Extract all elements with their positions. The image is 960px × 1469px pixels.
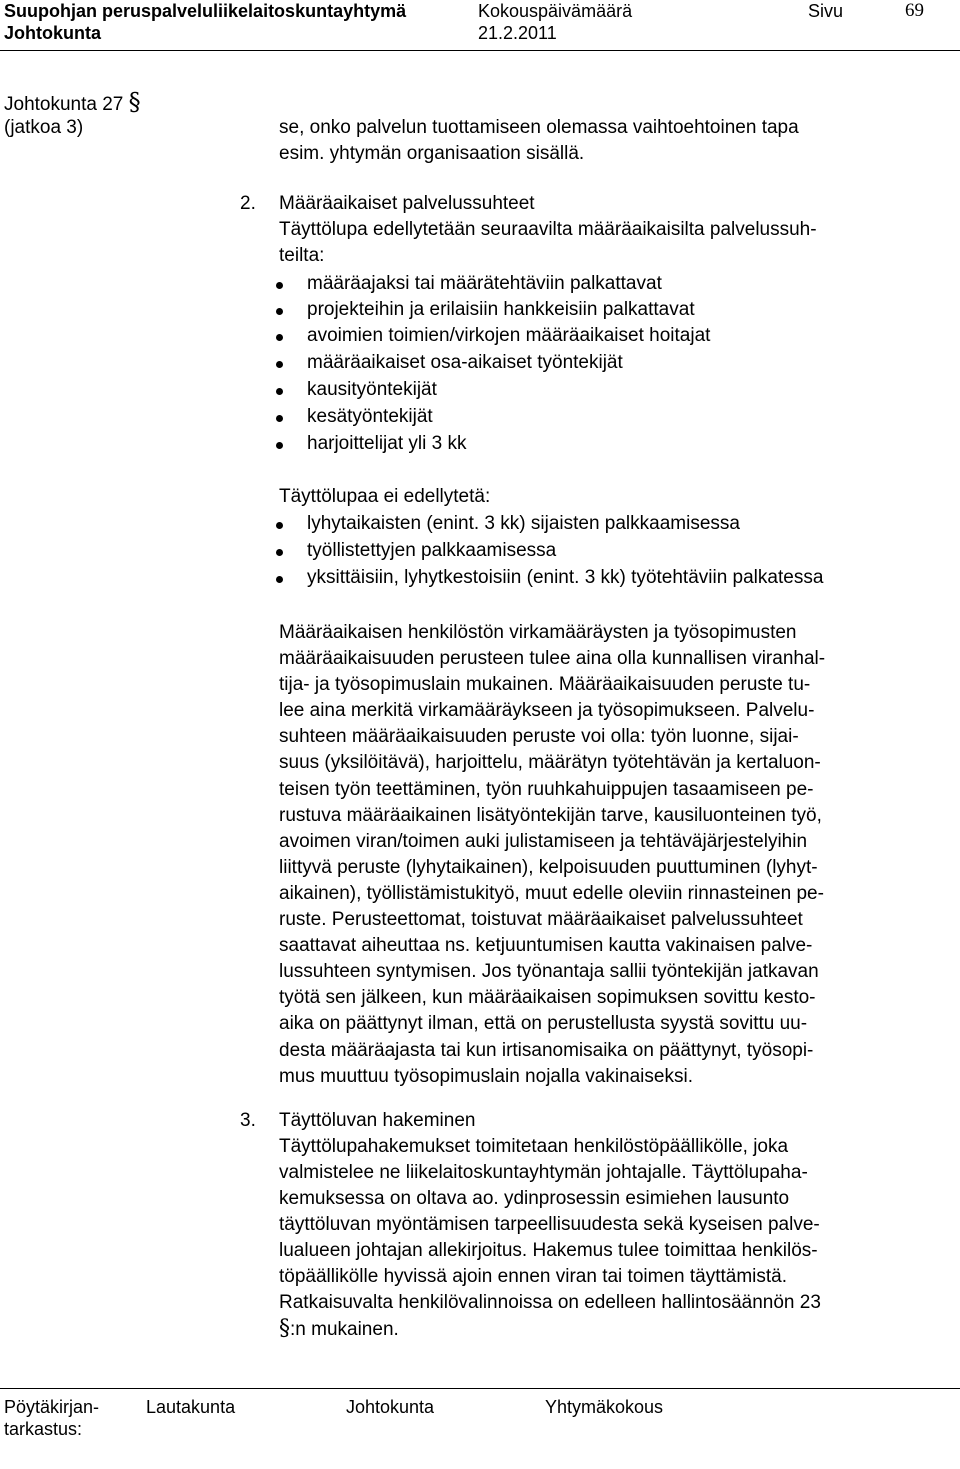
header-org: Suupohjan peruspalveluliikelaitoskuntayhtymä [4, 1, 407, 21]
item2-lead: Täyttölupa edellytetään seuraavilta määräaikaisilta palvelussuh- teilta: [279, 219, 817, 266]
section-sign: § [279, 1316, 290, 1341]
header-body: Johtokunta [4, 23, 101, 43]
section-heading-title: Johtokunta 27 [4, 94, 124, 115]
bullet-icon [276, 576, 283, 583]
item3-paragraph: Täyttölupahakemukset toimitetaan henkilöstöpäällikölle, joka valmistelee ne liikelaitoskuntayhtymän johtajalle. Täyttölupaha- kemuksessa on oltava ao. ydinprosessin esimiehen lausunto täyttöluvan myöntämisen tarpeellisuudesta sekä kyseisen palve- lualueen johtajan allekirjoitus. Hakemus tulee toimittaa henkilös- töpäällikölle hyvissä ajoin ennen viran tai toimen täyttämistä. Ratkaisuvalta henkilövalinnoissa on edelleen hallintosäännön 23 §:n mukainen. [279, 1136, 821, 1341]
bullet-icon [276, 415, 283, 422]
bullet-icon [276, 549, 283, 556]
bullet-icon [276, 442, 283, 449]
header-page-number: 69 [905, 0, 924, 21]
item2-title: Määräaikaiset palvelussuhteet [279, 193, 535, 214]
footer-rule [0, 1388, 960, 1389]
bullet-icon [276, 282, 283, 289]
bullet-icon [276, 308, 283, 315]
footer-executive: Johtokunta [346, 1397, 435, 1417]
section-heading [4, 89, 141, 118]
header-rule [0, 50, 960, 51]
header-page-label: Sivu [808, 1, 844, 21]
footer-check-label: Pöytäkirjan- tarkastus: [4, 1397, 100, 1439]
footer-board: Lautakunta [146, 1397, 236, 1417]
bullet-icon [276, 334, 283, 341]
item2-number: 2. [240, 193, 256, 214]
bullet-icon [276, 361, 283, 368]
footer-joint-meeting: Yhtymäkokous [545, 1397, 664, 1417]
header-date: 21.2.2011 [478, 23, 557, 43]
section-continuation: (jatkoa 3) [4, 117, 84, 138]
item3-number: 3. [240, 1110, 256, 1131]
bullet-icon [276, 522, 283, 529]
not-required-label: Täyttölupaa ei edellytetä: [279, 486, 491, 507]
item3-title: Täyttöluvan hakeminen [279, 1110, 476, 1131]
intro-paragraph: se, onko palvelun tuottamiseen olemassa vaihtoehtoinen tapa esim. yhtymän organisaation sisällä. [279, 117, 799, 164]
bullet-icon [276, 388, 283, 395]
item2-paragraph: Määräaikaisen henkilöstön virkamääräysten ja työsopimusten määräaikaisuuden perusteen tulee aina olla kunnallisen viranhal- tija- ja työsopimuslain mukainen. Määräaikaisuuden peruste tu- lee aina merkitä virkamääräykseen ja työsopimukseen. Palvelu- suhteen määräaikaisuuden peruste voi olla: työn luonne, sijai- suus (yksilöitävä), harjoittelu, määrätyn työtehtävän ja kertaluon- teisen työn teettäminen, työn ruuhkahuippujen tasaamiseen pe- rustuva määräaikainen lisätyöntekijän tarve, kausiluonteinen työ, avoimen viran/toimen auki julistamiseen ja tehtäväjärjestelyihin liittyvä peruste (lyhytaikainen), kelpoisuuden puuttuminen (lyhyt- aikainen), työllistämistukityö, muut edelle oleviin rinnasteinen pe- ruste. Perusteettomat, toistuvat määräaikaiset palvelussuhteet saattavat aiheuttaa ns. ketjuuntumisen kautta vakinaisen palve- lussuhteen syntymisen. Jos työnantaja sallii työntekijän jatkavan työtä sen jälkeen, kun määräaikaisen sopimuksen sovittu kesto- aika on päättynyt ilman, että on perustellusta syystä sovittu uu- desta määräajasta tai kun irtisanomisaika on päättynyt, työsopi- mus muuttuu työsopimuslain nojalla vakinaiseksi. [279, 622, 826, 1087]
header-date-label: Kokouspäivämäärä [478, 1, 633, 21]
section-sign: § [128, 88, 141, 116]
